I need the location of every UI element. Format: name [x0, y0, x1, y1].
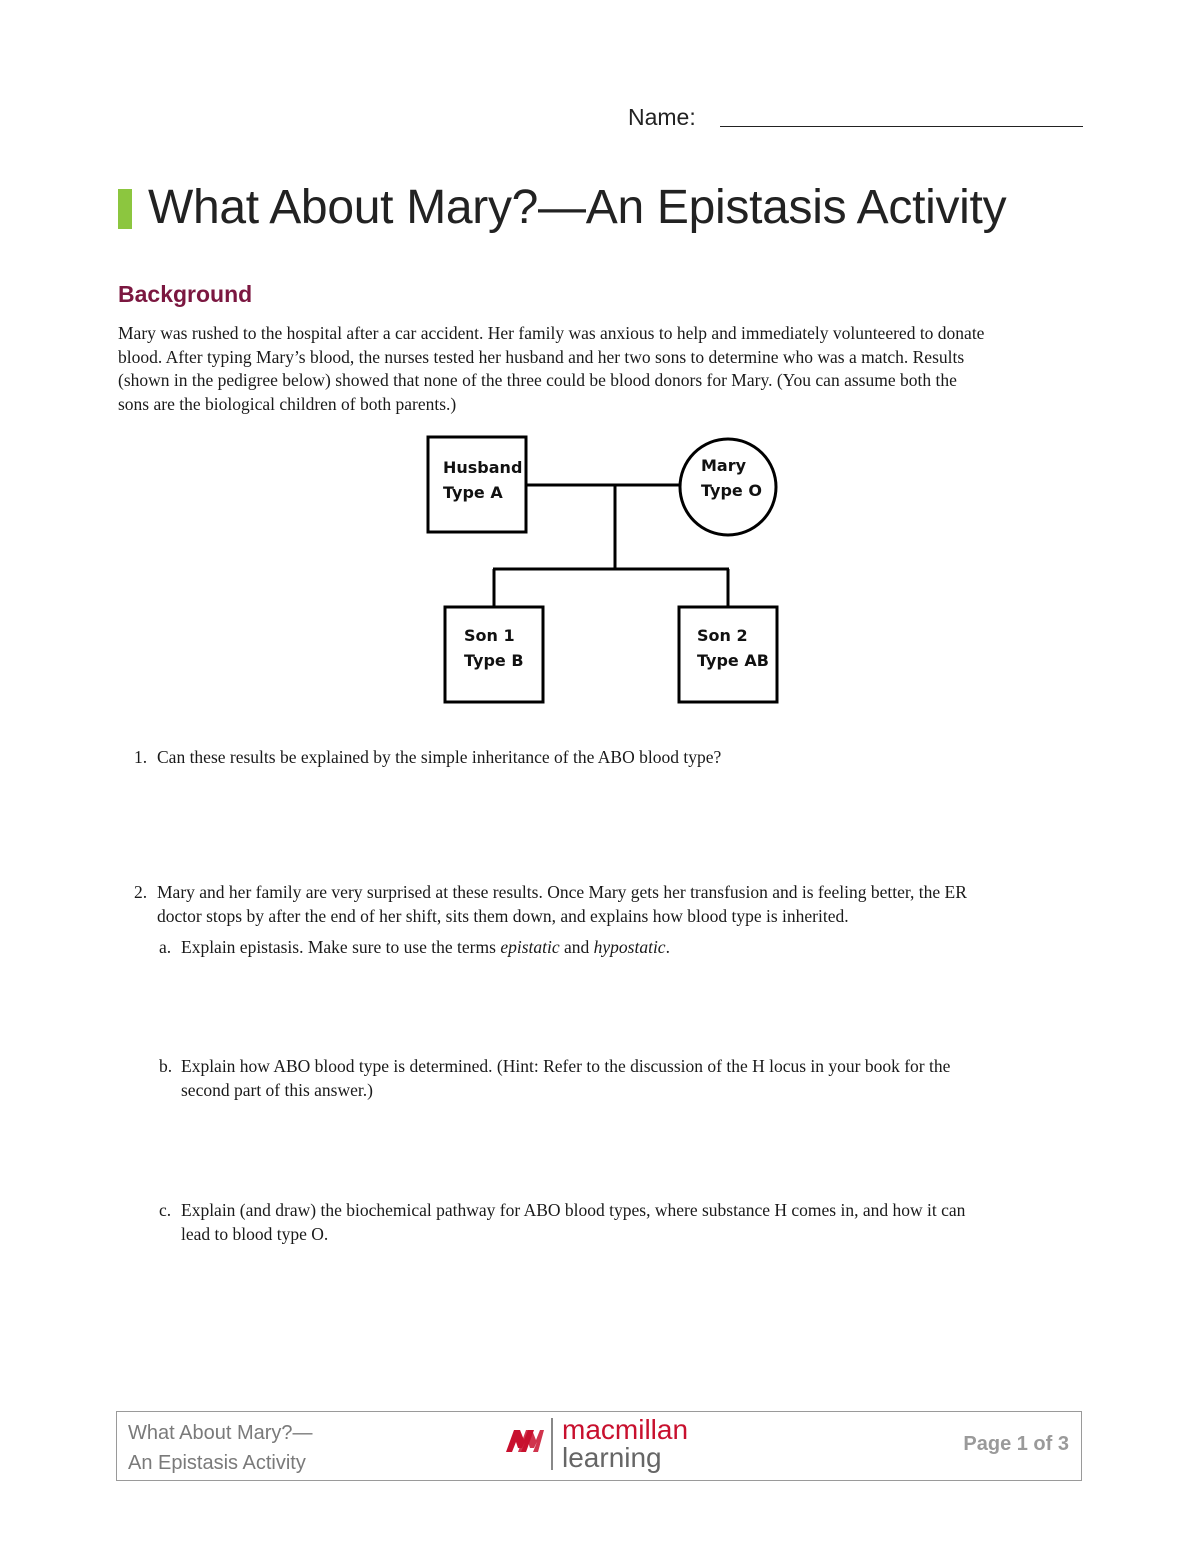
background-line: (shown in the pedigree below) showed that none of the three could be blood donors for Mary. (You can assume both the: [118, 370, 957, 390]
mary-name: Mary: [701, 456, 747, 475]
page-number: Page 1 of 3: [963, 1433, 1069, 1455]
name-blank-line: [720, 126, 1083, 127]
footer-title: [128, 1418, 313, 1478]
title-accent-bar: [118, 189, 132, 229]
background-line: blood. After typing Mary’s blood, the nurses tested her husband and her two sons to determine who was a match. Results: [118, 346, 965, 367]
question-text-line: lead to blood type O.: [181, 1223, 329, 1244]
question-letter: c.: [159, 1200, 172, 1220]
question-2b: [159, 1055, 950, 1102]
logo-divider: [551, 1418, 553, 1470]
question-letter: a.: [159, 937, 172, 957]
husband-name: Husband: [443, 458, 523, 477]
son1-name: Son 1: [464, 626, 515, 645]
background-line: Mary was rushed to the hospital after a car accident. Her family was anxious to help and immediately volunteered to donate: [118, 323, 985, 343]
mary-type: Type O: [701, 481, 762, 500]
question-2c: [159, 1199, 965, 1246]
name-label: Name:: [628, 104, 696, 130]
page-title: What About Mary?—An Epistasis Activity: [148, 181, 1007, 234]
question-2: [134, 881, 967, 928]
husband-type: Type A: [443, 483, 503, 502]
background-paragraph: [118, 322, 1086, 416]
son2-type: Type AB: [697, 651, 769, 670]
term-hypostatic: hypostatic: [593, 937, 666, 957]
pedigree-diagram: [420, 430, 790, 710]
question-1: [134, 746, 721, 770]
text-part: Explain epistasis. Make sure to use the terms: [181, 937, 501, 957]
question-text-line: Mary and her family are very surprised at these results. Once Mary gets her transfusion and is feeling better, the ER: [157, 882, 967, 902]
text-part: and: [559, 937, 594, 957]
question-text-line: second part of this answer.): [181, 1079, 373, 1100]
question-text-line: Explain how ABO blood type is determined. (Hint: Refer to the discussion of the H locus in your book for the: [181, 1056, 951, 1076]
footer-title-line: An Epistasis Activity: [128, 1452, 306, 1474]
macmillan-logo-icon: [504, 1424, 544, 1456]
question-text-line: doctor stops by after the end of her shift, sits them down, and explains how blood type is inherited.: [157, 905, 849, 926]
logo-wordmark-learning: learning: [562, 1442, 662, 1473]
son1-type: Type B: [464, 651, 524, 670]
question-2a: [159, 936, 670, 960]
term-epistatic: epistatic: [500, 937, 560, 957]
footer-title-line: What About Mary?—: [128, 1422, 313, 1444]
son2-name: Son 2: [697, 626, 748, 645]
question-text-line: Explain (and draw) the biochemical pathway for ABO blood types, where substance H comes in, and how it can: [181, 1200, 966, 1220]
background-line: sons are the biological children of both parents.): [118, 393, 457, 414]
question-text: [181, 936, 670, 960]
text-part: .: [665, 937, 670, 957]
logo-wordmark-macmillan: macmillan: [562, 1414, 689, 1445]
question-number: 2.: [134, 882, 148, 902]
background-heading: Background: [118, 281, 253, 307]
question-letter: b.: [159, 1056, 173, 1076]
question-number: 1.: [134, 747, 148, 767]
question-text: Can these results be explained by the simple inheritance of the ABO blood type?: [157, 747, 722, 767]
